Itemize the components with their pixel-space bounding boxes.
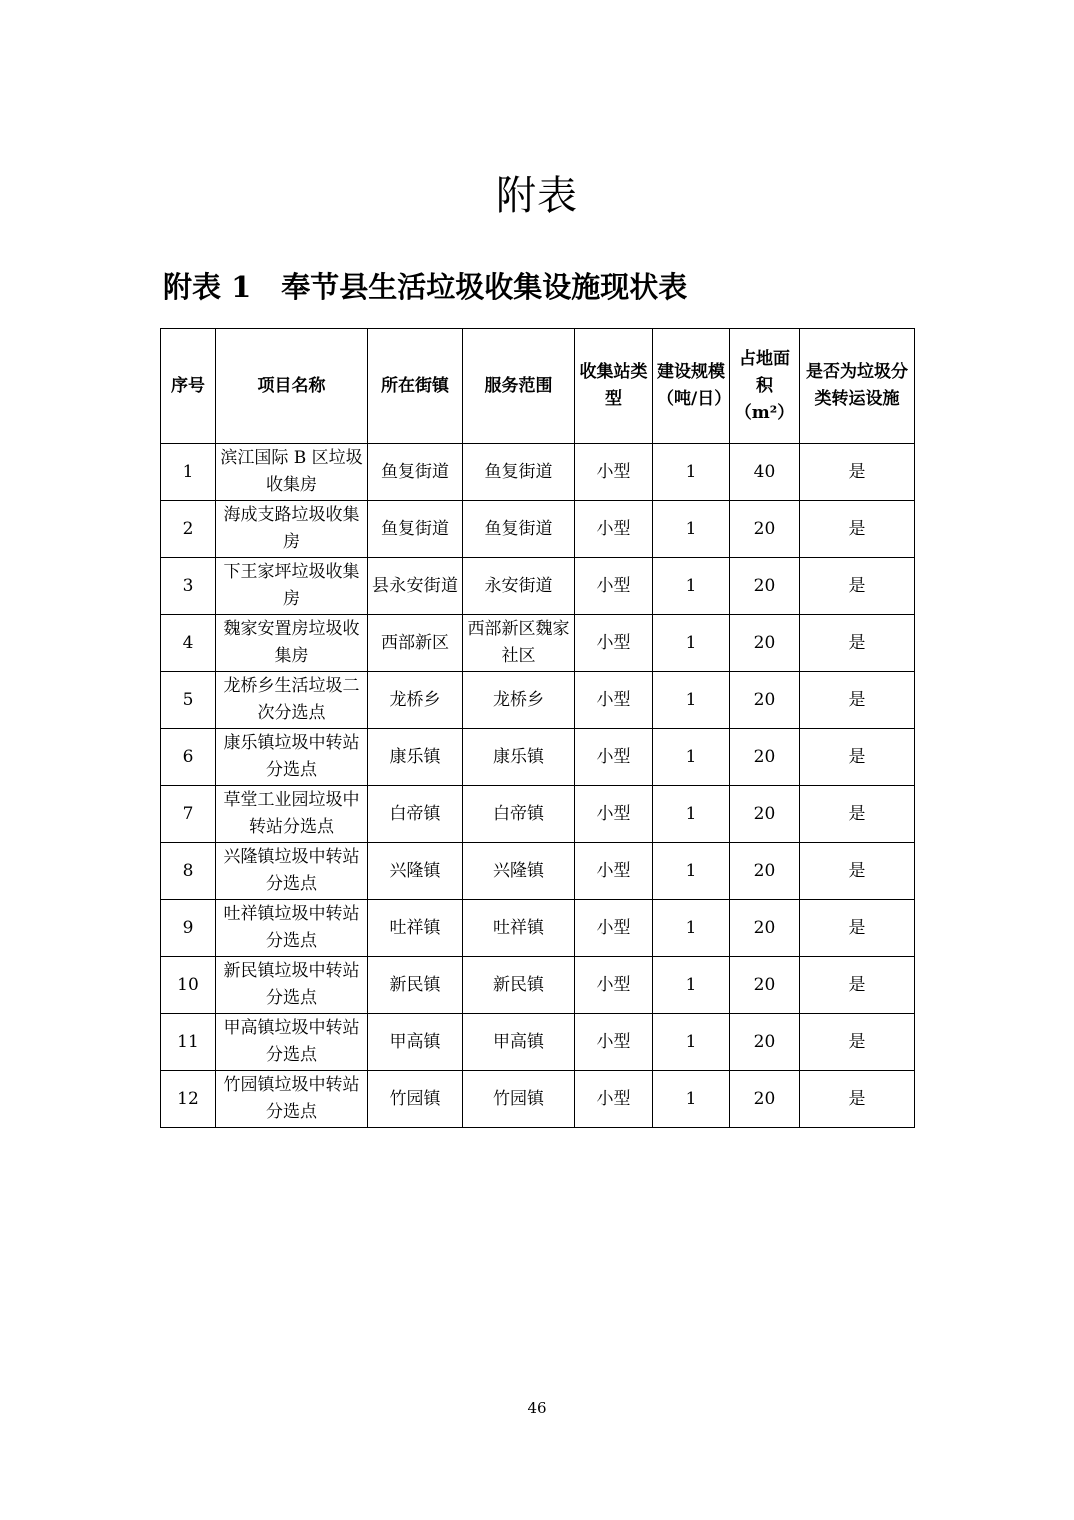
table-row: [161, 1071, 915, 1128]
cell-sorting-facility: 是: [800, 672, 915, 729]
cell-town: 县永安街道: [368, 558, 463, 615]
cell-scale: 1: [653, 1071, 730, 1128]
cell-project-name: 魏家安置房垃圾收集房: [216, 615, 368, 672]
cell-town: 西部新区: [368, 615, 463, 672]
cell-station-type: 小型: [575, 615, 653, 672]
header-cell: 是否为垃圾分类转运设施: [800, 329, 915, 444]
cell-project-name: 下王家坪垃圾收集房: [216, 558, 368, 615]
cell-no: 11: [161, 1014, 216, 1071]
cell-area: 20: [730, 957, 800, 1014]
cell-area: 20: [730, 1071, 800, 1128]
cell-station-type: 小型: [575, 843, 653, 900]
table-title-text: 奉节县生活垃圾收集设施现状表: [281, 270, 688, 304]
cell-service-scope: 甲高镇: [463, 1014, 575, 1071]
cell-sorting-facility: 是: [800, 843, 915, 900]
cell-sorting-facility: 是: [800, 786, 915, 843]
cell-town: 兴隆镇: [368, 843, 463, 900]
cell-scale: 1: [653, 729, 730, 786]
cell-project-name: 海成支路垃圾收集房: [216, 501, 368, 558]
cell-town: 竹园镇: [368, 1071, 463, 1128]
cell-scale: 1: [653, 672, 730, 729]
cell-no: 3: [161, 558, 216, 615]
cell-sorting-facility: 是: [800, 501, 915, 558]
cell-sorting-facility: 是: [800, 615, 915, 672]
cell-station-type: 小型: [575, 786, 653, 843]
cell-project-name: 吐祥镇垃圾中转站分选点: [216, 900, 368, 957]
cell-no: 5: [161, 672, 216, 729]
cell-station-type: 小型: [575, 1071, 653, 1128]
cell-station-type: 小型: [575, 444, 653, 501]
header-cell: 占地面积（m²）: [730, 329, 800, 444]
cell-scale: 1: [653, 957, 730, 1014]
page-heading: 附表: [496, 173, 578, 219]
cell-station-type: 小型: [575, 957, 653, 1014]
cell-service-scope: 龙桥乡: [463, 672, 575, 729]
facilities-table: [160, 328, 915, 1128]
table-row: [161, 786, 915, 843]
cell-sorting-facility: 是: [800, 729, 915, 786]
cell-project-name: 龙桥乡生活垃圾二次分选点: [216, 672, 368, 729]
cell-service-scope: 康乐镇: [463, 729, 575, 786]
cell-station-type: 小型: [575, 729, 653, 786]
table-title: [163, 266, 687, 308]
cell-project-name: 康乐镇垃圾中转站分选点: [216, 729, 368, 786]
cell-area: 20: [730, 786, 800, 843]
cell-town: 新民镇: [368, 957, 463, 1014]
cell-service-scope: 鱼复街道: [463, 501, 575, 558]
cell-scale: 1: [653, 501, 730, 558]
cell-town: 吐祥镇: [368, 900, 463, 957]
table-row: [161, 1014, 915, 1071]
table-row: [161, 558, 915, 615]
table-title-number: 附表 1: [163, 270, 252, 304]
cell-sorting-facility: 是: [800, 444, 915, 501]
cell-area: 20: [730, 672, 800, 729]
cell-service-scope: 永安街道: [463, 558, 575, 615]
cell-area: 20: [730, 843, 800, 900]
cell-service-scope: 西部新区魏家社区: [463, 615, 575, 672]
cell-service-scope: 竹园镇: [463, 1071, 575, 1128]
cell-project-name: 兴隆镇垃圾中转站分选点: [216, 843, 368, 900]
cell-no: 7: [161, 786, 216, 843]
cell-sorting-facility: 是: [800, 558, 915, 615]
cell-no: 9: [161, 900, 216, 957]
header-cell: 序号: [161, 329, 216, 444]
cell-sorting-facility: 是: [800, 957, 915, 1014]
page-number: 46: [527, 1399, 547, 1417]
cell-service-scope: 鱼复街道: [463, 444, 575, 501]
cell-station-type: 小型: [575, 558, 653, 615]
header-cell: 所在街镇: [368, 329, 463, 444]
cell-service-scope: 白帝镇: [463, 786, 575, 843]
table-row: [161, 957, 915, 1014]
cell-scale: 1: [653, 1014, 730, 1071]
cell-no: 8: [161, 843, 216, 900]
cell-town: 龙桥乡: [368, 672, 463, 729]
cell-scale: 1: [653, 843, 730, 900]
cell-project-name: 竹园镇垃圾中转站分选点: [216, 1071, 368, 1128]
cell-scale: 1: [653, 558, 730, 615]
header-cell: 建设规模（吨/日）: [653, 329, 730, 444]
cell-station-type: 小型: [575, 900, 653, 957]
cell-service-scope: 新民镇: [463, 957, 575, 1014]
cell-scale: 1: [653, 900, 730, 957]
header-cell: 服务范围: [463, 329, 575, 444]
cell-area: 20: [730, 900, 800, 957]
cell-project-name: 甲高镇垃圾中转站分选点: [216, 1014, 368, 1071]
cell-area: 20: [730, 501, 800, 558]
cell-town: 康乐镇: [368, 729, 463, 786]
cell-project-name: 新民镇垃圾中转站分选点: [216, 957, 368, 1014]
cell-no: 4: [161, 615, 216, 672]
cell-sorting-facility: 是: [800, 1071, 915, 1128]
cell-project-name: 滨江国际 B 区垃圾收集房: [216, 444, 368, 501]
cell-scale: 1: [653, 786, 730, 843]
table-row: [161, 900, 915, 957]
table-row: [161, 444, 915, 501]
cell-town: 白帝镇: [368, 786, 463, 843]
cell-service-scope: 兴隆镇: [463, 843, 575, 900]
cell-scale: 1: [653, 615, 730, 672]
table-header-row: [161, 329, 915, 444]
cell-town: 鱼复街道: [368, 501, 463, 558]
cell-service-scope: 吐祥镇: [463, 900, 575, 957]
table-row: [161, 843, 915, 900]
cell-no: 1: [161, 444, 216, 501]
cell-station-type: 小型: [575, 1014, 653, 1071]
cell-no: 10: [161, 957, 216, 1014]
cell-area: 20: [730, 615, 800, 672]
cell-no: 6: [161, 729, 216, 786]
cell-station-type: 小型: [575, 672, 653, 729]
header-cell: 项目名称: [216, 329, 368, 444]
cell-no: 12: [161, 1071, 216, 1128]
table-row: [161, 615, 915, 672]
cell-scale: 1: [653, 444, 730, 501]
cell-area: 20: [730, 1014, 800, 1071]
cell-area: 40: [730, 444, 800, 501]
cell-project-name: 草堂工业园垃圾中转站分选点: [216, 786, 368, 843]
table-row: [161, 729, 915, 786]
cell-area: 20: [730, 729, 800, 786]
table-row: [161, 672, 915, 729]
table-row: [161, 501, 915, 558]
header-cell: 收集站类型: [575, 329, 653, 444]
cell-town: 甲高镇: [368, 1014, 463, 1071]
cell-station-type: 小型: [575, 501, 653, 558]
cell-no: 2: [161, 501, 216, 558]
cell-sorting-facility: 是: [800, 900, 915, 957]
cell-sorting-facility: 是: [800, 1014, 915, 1071]
cell-area: 20: [730, 558, 800, 615]
cell-town: 鱼复街道: [368, 444, 463, 501]
